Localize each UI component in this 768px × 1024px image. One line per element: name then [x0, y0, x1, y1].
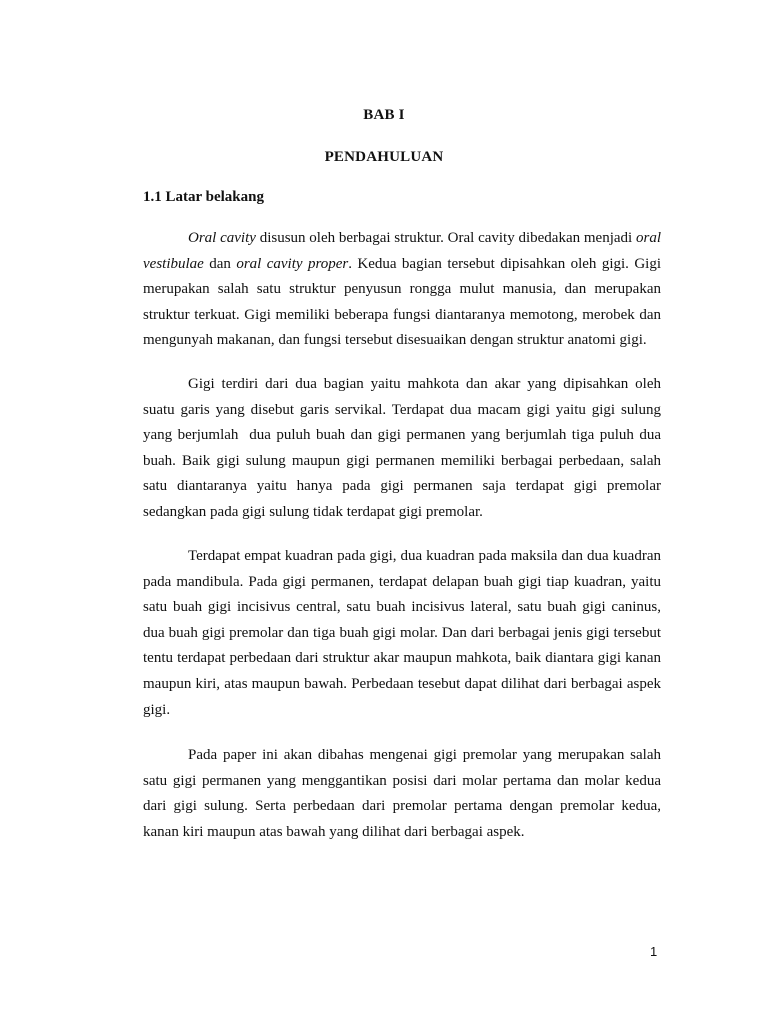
- paragraph-3-run: Terdapat empat kuadran pada gigi, dua kuadran pada maksila dan dua kuadran pada mandibula. Pada gigi permanen, terdapat delapan buah gigi tiap kuadran, yaitu satu buah gigi incisivus central, satu buah incisivus lateral, satu buah gigi caninus, dua buah gigi premolar dan tiga buah gigi molar. Dan dari berbagai jenis gigi tersebut tentu terdapat perbedaan dari struktur akar maupun mahkota, baik diantara gigi kanan maupun kiri, atas maupun bawah. Perbedaan tesebut dapat dilihat dari berbagai aspek gigi.: [143, 548, 661, 718]
- paragraph-4-run: Pada paper ini akan dibahas mengenai gigi premolar yang merupakan salah satu gigi permanen yang menggantikan posisi dari molar pertama dan molar kedua dari gigi sulung. Serta perbedaan dari premolar pertama dengan premolar kedua, kanan kiri maupun atas bawah yang dilihat dari berbagai aspek.: [143, 747, 661, 840]
- paragraph-1-run: disusun oleh berbagai struktur. Oral cavity dibedakan menjadi: [255, 230, 636, 246]
- paragraph-2: [143, 372, 665, 526]
- paragraph-3: [143, 544, 661, 723]
- paragraph-1-run: . Kedua bagian tersebut dipisahkan oleh gigi. Gigi merupakan salah satu struktur penyusun rongga mulut manusia, dan merupakan struktur terkuat. Gigi memiliki beberapa fungsi diantaranya memotong, merobek dan mengunyah makanan, dan fungsi tersebut disesuaikan dengan struktur anatomi gigi.: [143, 255, 661, 349]
- paragraph-1-run: oral cavity proper: [236, 255, 349, 272]
- paragraph-4: [143, 743, 661, 845]
- section-heading: 1.1 Latar belakang: [143, 189, 264, 205]
- paragraph-1-run: Oral cavity: [188, 230, 256, 246]
- page-number: 1: [650, 944, 658, 959]
- chapter-title: PENDAHULUAN: [324, 149, 444, 165]
- chapter-number: BAB I: [363, 107, 405, 123]
- paragraph-1-run: oral vestibulae: [143, 230, 661, 272]
- paragraph-1-run: dan: [203, 255, 237, 272]
- paragraph-2-run: Gigi terdiri dari dua bagian yaitu mahkota dan akar yang dipisahkan oleh suatu garis yang disebut garis servikal. Terdapat dua macam gigi yaitu gigi sulung yang berjumlah dua puluh buah dan gigi permanen yang berjumlah tiga puluh dua buah. Baik gigi sulung maupun gigi permanen memiliki berbagai perbedaan, salah satu diantaranya yaitu hanya pada gigi permanen saja terdapat gigi premolar sedangkan pada gigi sulung tidak terdapat gigi premolar.: [143, 376, 665, 520]
- paragraph-1: [143, 226, 661, 354]
